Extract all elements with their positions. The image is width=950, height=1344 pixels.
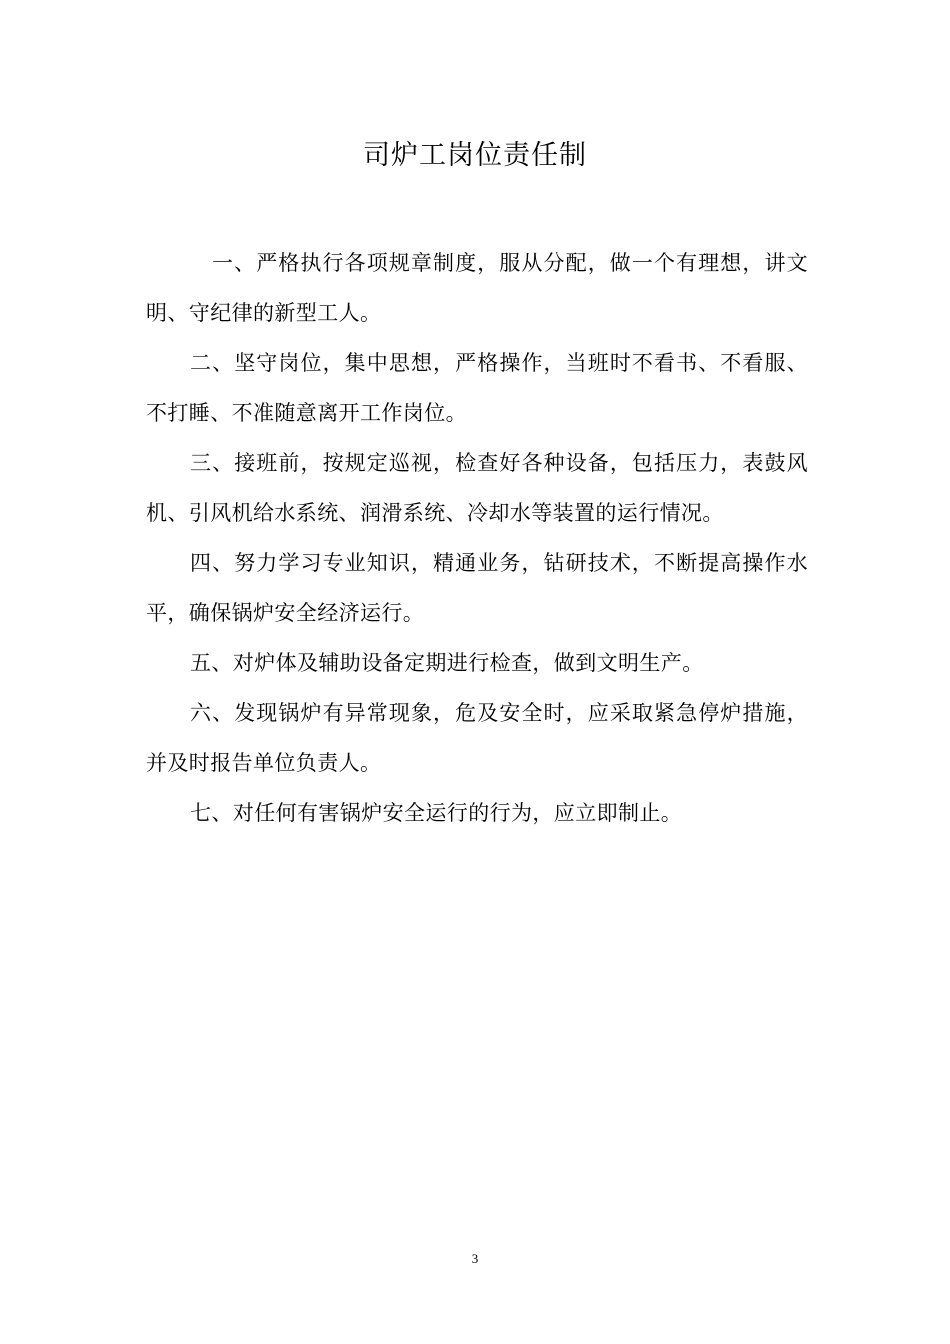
clause-2: 二、坚守岗位，集中思想，严格操作，当班时不看书、不看服、不打睡、不准随意离开工作岗位。 bbox=[146, 351, 808, 425]
clause-5: 五、对炉体及辅助设备定期进行检查，做到文明生产。 bbox=[190, 651, 704, 675]
clause-3: 三、接班前，按规定巡视，检查好各种设备，包括压力，表鼓风机、引风机给水系统、润滑系统、冷却水等装置的运行情况。 bbox=[146, 451, 808, 525]
clause-7: 七、对任何有害锅炉安全运行的行为，应立即制止。 bbox=[190, 801, 683, 825]
clause-1: 一、严格执行各项规章制度，服从分配，做一个有理想，讲文明、守纪律的新型工人。 bbox=[146, 251, 808, 325]
document-title: 司炉工岗位责任制 bbox=[363, 140, 587, 171]
clause-6: 六、发现锅炉有异常现象，危及安全时，应采取紧急停炉措施，并及时报告单位负责人。 bbox=[146, 701, 808, 775]
page-number: 3 bbox=[471, 1251, 479, 1266]
document-body bbox=[146, 238, 808, 838]
clause-4: 四、努力学习专业知识，精通业务，钻研技术，不断提高操作水平，确保锅炉安全经济运行。 bbox=[146, 551, 808, 625]
